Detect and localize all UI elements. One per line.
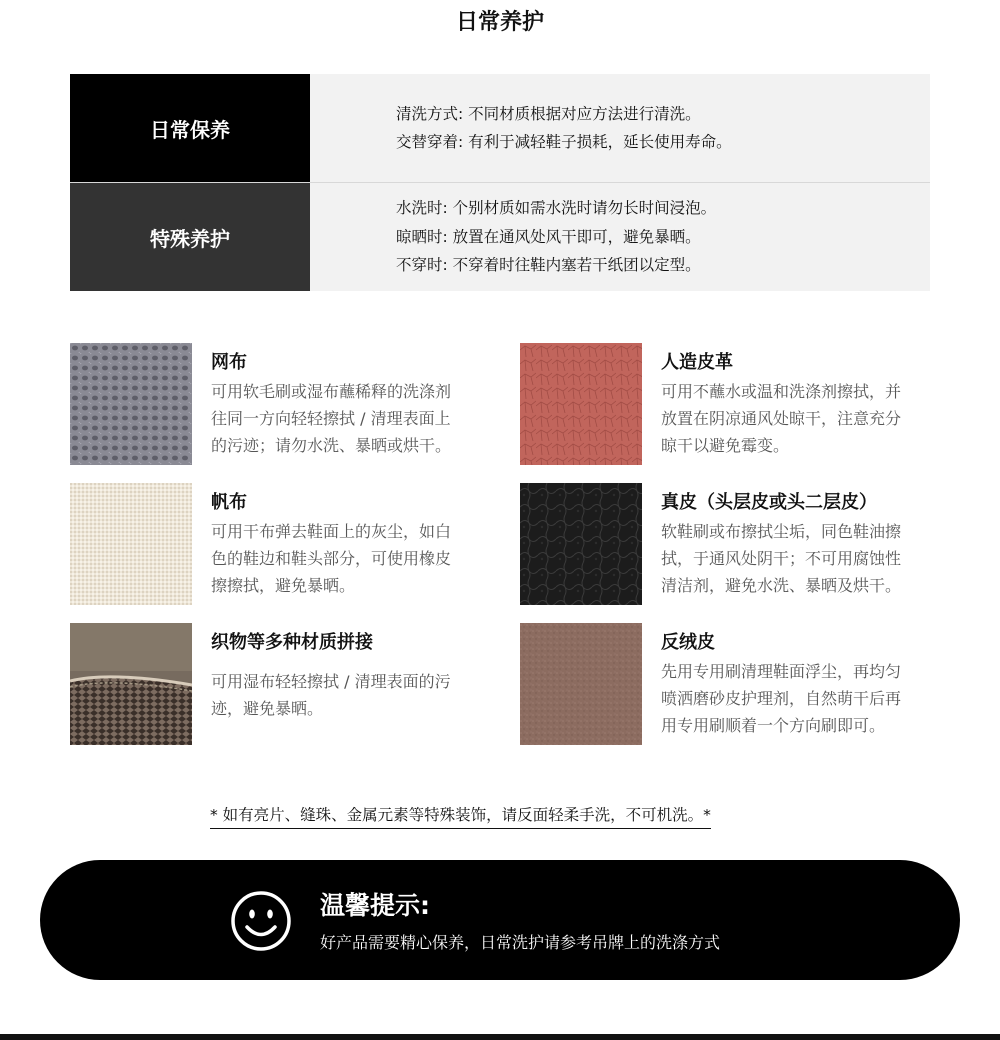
genuine-leather-swatch-image <box>520 483 642 605</box>
material-desc-line: 放置在阴凉通风处晾干，注意充分 <box>661 409 902 428</box>
suede-swatch-image <box>520 623 642 745</box>
material-text <box>661 489 941 599</box>
material-name: 反绒皮 <box>661 632 715 653</box>
material-desc-line: 迹，避免暴晒。 <box>211 699 324 718</box>
material-text <box>661 349 941 459</box>
care-line: 不穿时: 不穿着时往鞋内塞若干纸团以定型。 <box>396 256 701 275</box>
material-desc-line: 清洁剂，避免水洗、暴晒及烘干。 <box>661 576 902 595</box>
material-faux-leather <box>520 343 950 465</box>
material-desc-line: 可用不蘸水或温和洗涤剂擦拭，并 <box>661 382 902 401</box>
care-line: 晾晒时: 放置在通风处风干即可，避免暴晒。 <box>396 227 701 246</box>
material-name: 人造皮革 <box>661 352 733 373</box>
material-desc-line: 可用干布弹去鞋面上的灰尘，如白 <box>211 522 452 541</box>
bottom-divider <box>0 1034 1000 1040</box>
material-desc-line: 软鞋刷或布擦拭尘垢，同色鞋油擦 <box>661 522 902 541</box>
material-desc-line: 喷洒磨砂皮护理剂，自然萌干后再 <box>661 689 902 708</box>
tip-title: 温馨提示: <box>320 891 430 920</box>
page-title: 日常养护 <box>455 10 544 35</box>
care-row-body <box>310 74 930 182</box>
care-row-daily <box>70 74 930 182</box>
mixed-fabric-swatch-image <box>70 623 192 745</box>
care-row-body <box>310 183 930 291</box>
material-suede <box>520 623 950 745</box>
material-mixed-fabric <box>70 623 500 745</box>
material-desc-line: 往同一方向轻轻擦拭 / 清理表面上 <box>211 409 451 428</box>
care-line: 交替穿着: 有利于减轻鞋子损耗，延长使用寿命。 <box>396 133 732 151</box>
smiley-icon <box>230 890 292 952</box>
material-desc-line: 色的鞋边和鞋头部分，可使用橡皮 <box>211 549 452 568</box>
care-row-special <box>70 182 930 291</box>
faux-leather-swatch-image <box>520 343 642 465</box>
material-name: 真皮（头层皮或头二层皮） <box>661 492 877 513</box>
material-desc-line: 可用湿布轻轻擦拭 / 清理表面的污 <box>211 672 451 691</box>
material-desc-line: 先用专用刷清理鞋面浮尘，再均匀 <box>661 662 902 681</box>
care-table <box>70 74 930 291</box>
material-desc-line: 用专用刷顺着一个方向刷即可。 <box>661 716 886 735</box>
material-name: 帆布 <box>211 492 247 513</box>
material-text <box>211 489 491 599</box>
care-line: 清洗方式: 不同材质根据对应方法进行清洗。 <box>396 104 701 123</box>
material-text <box>211 349 491 459</box>
canvas-swatch-image <box>70 483 192 605</box>
care-row-heading: 日常保养 <box>70 74 310 182</box>
material-desc-line: 擦擦拭，避免暴晒。 <box>211 576 356 595</box>
material-name: 织物等多种材质拼接 <box>211 632 373 653</box>
material-genuine-leather <box>520 483 950 605</box>
material-desc-line: 晾干以避免霉变。 <box>661 436 790 455</box>
material-name: 网布 <box>211 352 247 373</box>
tip-text: 好产品需要精心保养，日常洗护请参考吊牌上的洗涤方式 <box>320 933 721 952</box>
material-mesh <box>70 343 500 465</box>
material-canvas <box>70 483 500 605</box>
mesh-swatch-image <box>70 343 192 465</box>
material-desc-line: 拭，于通风处阴干；不可用腐蚀性 <box>661 549 902 568</box>
care-row-heading: 特殊养护 <box>70 183 310 291</box>
special-decoration-note: * 如有亮片、缝珠、金属元素等特殊装饰，请反面轻柔手洗，不可机洗。* <box>210 803 711 829</box>
material-text <box>661 629 941 739</box>
material-text <box>211 629 491 722</box>
material-desc-line: 可用软毛刷或湿布蘸稀释的洗涤剂 <box>211 382 452 401</box>
tip-banner <box>40 860 960 980</box>
material-desc-line: 的污迹；请勿水洗、暴晒或烘干。 <box>211 436 452 455</box>
care-line: 水洗时: 个别材质如需水洗时请勿长时间浸泡。 <box>396 199 717 218</box>
